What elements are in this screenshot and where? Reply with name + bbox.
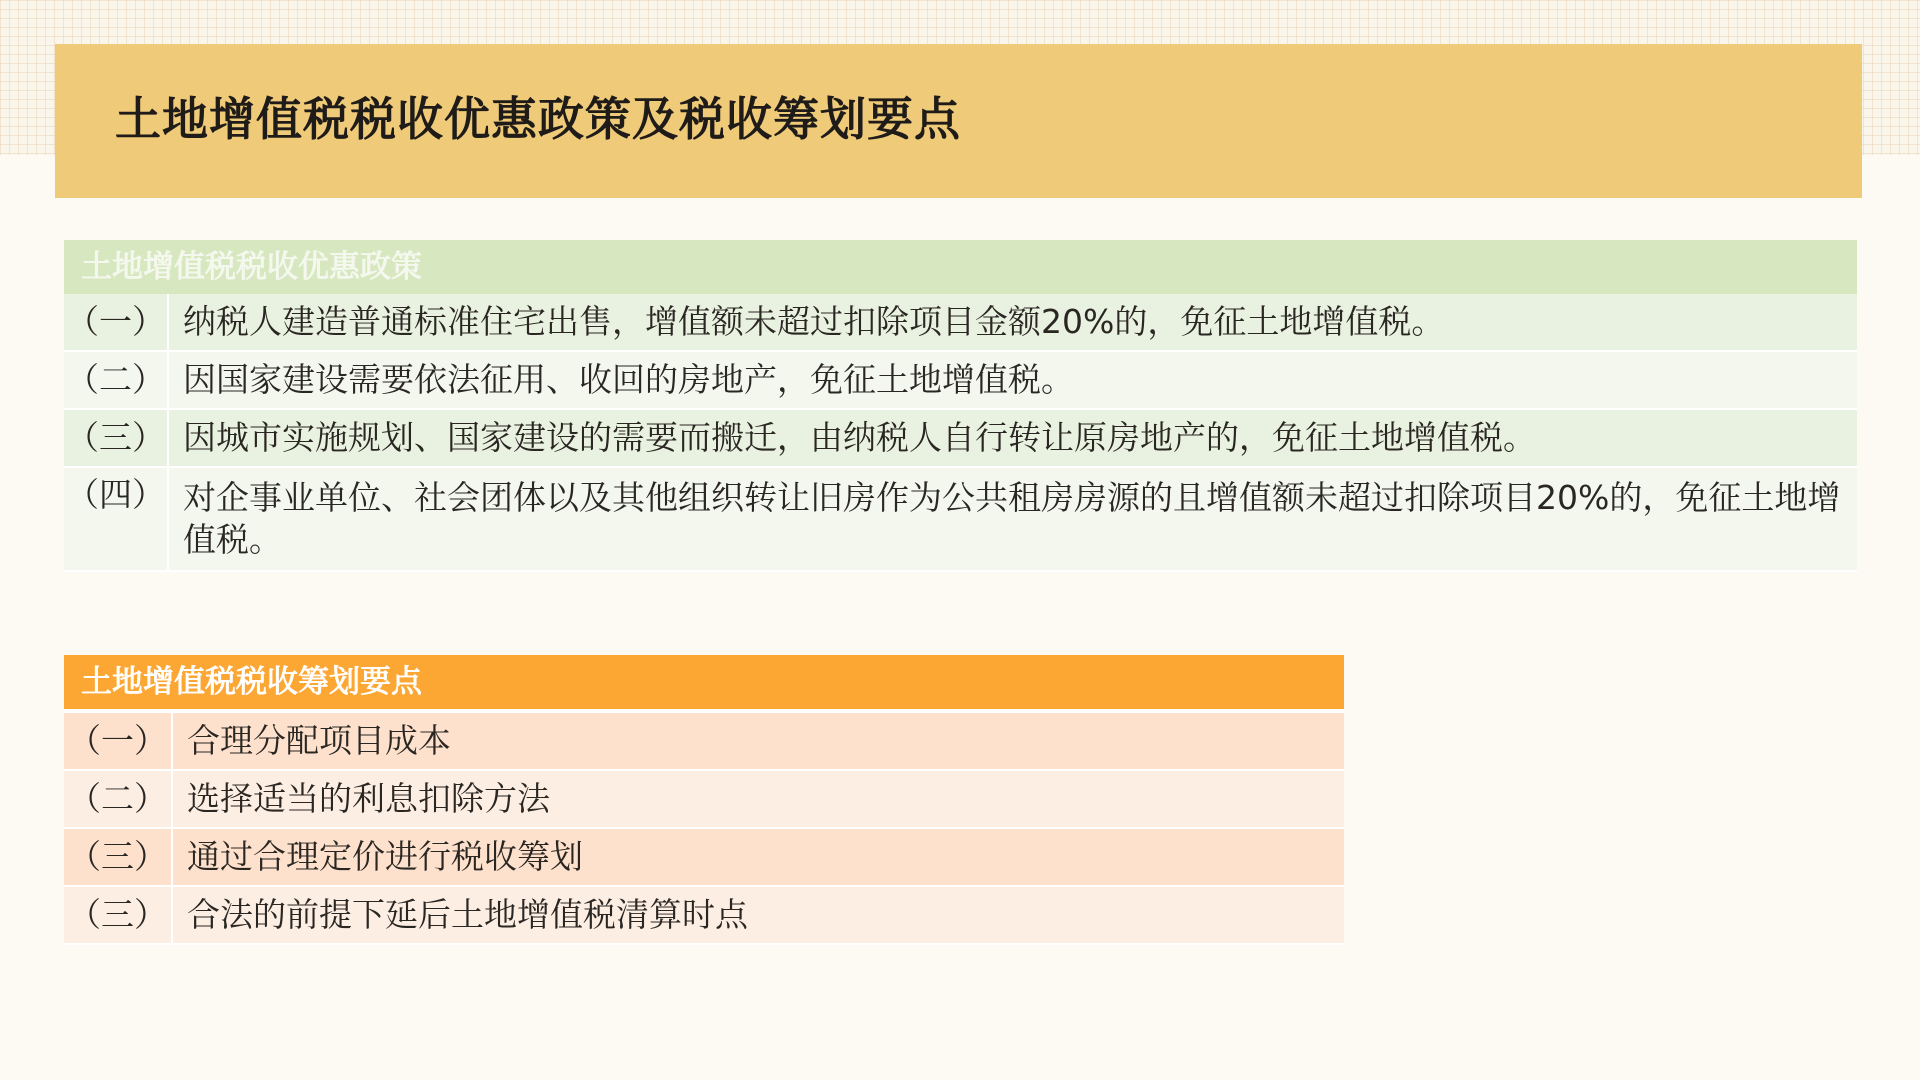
row-text: 合法的前提下延后土地增值税清算时点 xyxy=(172,886,1344,944)
policy-header: 土地增值税税收优惠政策 xyxy=(64,240,1857,294)
policy-header-row xyxy=(64,240,1857,294)
table-row xyxy=(64,711,1344,770)
row-text: 通过合理定价进行税收筹划 xyxy=(172,828,1344,886)
row-number: （三） xyxy=(64,886,172,944)
title-band xyxy=(55,44,1862,198)
row-number: （四） xyxy=(64,467,168,571)
table-row xyxy=(64,409,1857,467)
table-row xyxy=(64,828,1344,886)
row-number: （一） xyxy=(64,711,172,770)
row-number: （三） xyxy=(64,409,168,467)
table-row xyxy=(64,351,1857,409)
planning-header: 土地增值税税收筹划要点 xyxy=(64,655,1344,711)
table-row xyxy=(64,770,1344,828)
planning-table xyxy=(64,655,1344,945)
table-row xyxy=(64,886,1344,944)
row-number: （二） xyxy=(64,351,168,409)
table-row xyxy=(64,467,1857,571)
planning-header-row xyxy=(64,655,1344,711)
row-text: 选择适当的利息扣除方法 xyxy=(172,770,1344,828)
row-text: 合理分配项目成本 xyxy=(172,711,1344,770)
row-number: （一） xyxy=(64,294,168,351)
row-number: （二） xyxy=(64,770,172,828)
row-text: 纳税人建造普通标准住宅出售，增值额未超过扣除项目金额20%的，免征土地增值税。 xyxy=(168,294,1857,351)
table-row xyxy=(64,294,1857,351)
row-number: （三） xyxy=(64,828,172,886)
row-text: 因国家建设需要依法征用、收回的房地产，免征土地增值税。 xyxy=(168,351,1857,409)
row-text: 对企事业单位、社会团体以及其他组织转让旧房作为公共租房房源的且增值额未超过扣除项目20%的，免征土地增值税。 xyxy=(168,467,1857,571)
page-title: 土地增值税税收优惠政策及税收筹划要点 xyxy=(115,92,961,146)
policy-table xyxy=(64,240,1857,572)
row-text: 因城市实施规划、国家建设的需要而搬迁，由纳税人自行转让原房地产的，免征土地增值税。 xyxy=(168,409,1857,467)
